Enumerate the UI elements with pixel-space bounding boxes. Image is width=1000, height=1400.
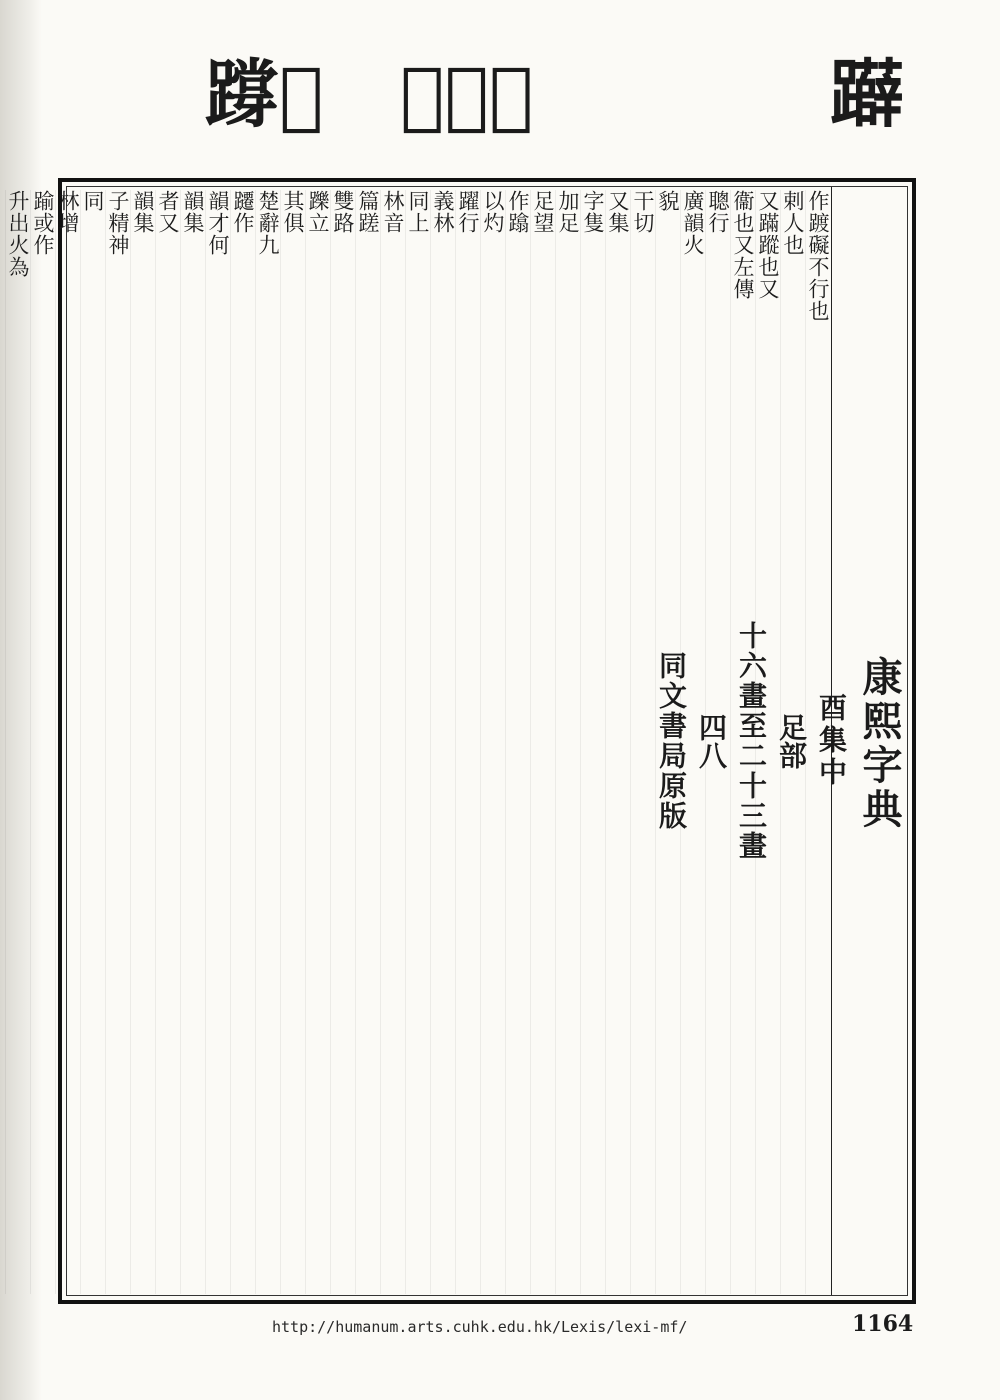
entry-column: 篇蹉 (355, 190, 380, 1294)
entry-column: 作蹹 (505, 190, 530, 1294)
book-title: 康熙字典 (856, 656, 903, 832)
entry-column: 作踱礙不行也 (805, 190, 830, 1294)
entry-column: 子精神 (105, 190, 130, 1294)
entry-column: 剌人也 (780, 190, 805, 1294)
source-url: http://humanum.arts.cuhk.edu.hk/Lexis/lexi-mf/ (272, 1318, 688, 1336)
seal-script-heading (90, 40, 950, 155)
entry-column: 楚辭九 (255, 190, 280, 1294)
dictionary-page-frame (6, 178, 916, 1304)
seal-group-right: 𨇨 (830, 52, 904, 138)
section-label: 酉集中 (815, 693, 848, 789)
seal-group-middle: 𨆶𨇛𨇦 (400, 52, 534, 138)
stroke-range: 十六畫至二十三畫 (735, 621, 768, 861)
entry-column: 衞也又左傳 (730, 190, 755, 1294)
section-page-number: 四八 (695, 713, 728, 769)
entry-column: 以灼 (480, 190, 505, 1294)
page-number: 1164 (852, 1311, 914, 1337)
entry-column: 同 (80, 190, 105, 1294)
entry-column: 字隻 (580, 190, 605, 1294)
entry-column: 足望 (530, 190, 555, 1294)
entry-column: 貌 (655, 190, 680, 1294)
entry-column: 躚作 (230, 190, 255, 1294)
entry-column: 韻集 (180, 190, 205, 1294)
entry-column: 者又 (155, 190, 180, 1294)
entry-column: 干切 (630, 190, 655, 1294)
entry-column: 又集 (605, 190, 630, 1294)
entry-column: 韻才何 (205, 190, 230, 1294)
entry-column: 同上 (405, 190, 430, 1294)
entry-column: 躍行 (455, 190, 480, 1294)
seal-group-left: 𨅝𨇑 (205, 52, 324, 138)
entry-column: 林音 (380, 190, 405, 1294)
entry-column: 雙路 (330, 190, 355, 1294)
entry-column: 廣韻火 (680, 190, 705, 1294)
entry-column: 其俱 (280, 190, 305, 1294)
entry-columns (6, 190, 830, 1294)
publisher-label: 同文書局原版 (655, 651, 688, 831)
entry-column: 又蹣蹤也又 (755, 190, 780, 1294)
entry-column: 林增 (55, 190, 80, 1294)
entry-column: 聰行 (705, 190, 730, 1294)
entry-column: 升出火為 (5, 190, 30, 1294)
radical-label: 足部 (775, 713, 808, 769)
entry-column: 韻集 (130, 190, 155, 1294)
entry-column: 義林 (430, 190, 455, 1294)
entry-column: 踰或作 (30, 190, 55, 1294)
entry-column: 加足 (555, 190, 580, 1294)
entry-column: 躒立 (305, 190, 330, 1294)
